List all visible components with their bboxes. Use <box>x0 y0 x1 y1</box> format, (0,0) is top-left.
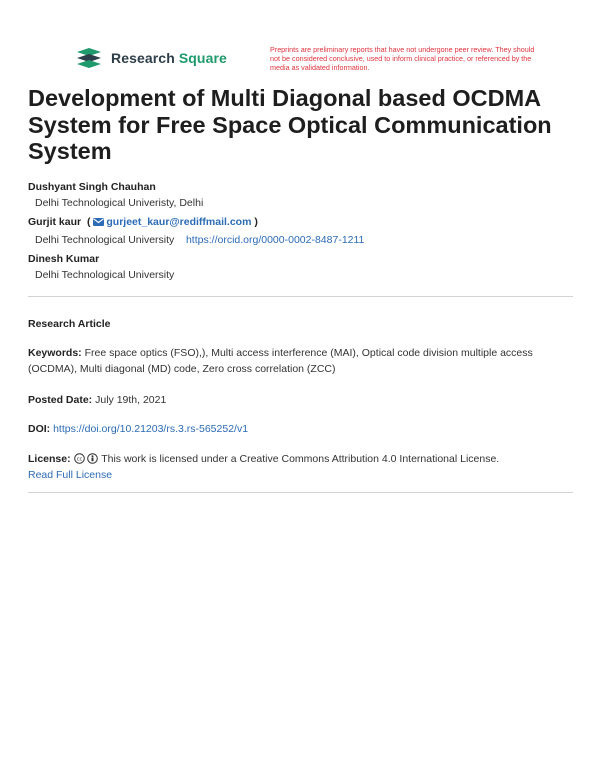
author-affiliation-row <box>35 234 364 246</box>
creative-commons-icon <box>74 453 85 464</box>
posted-date <box>28 392 573 408</box>
author-affiliation: Delhi Technological Univeristy, Delhi <box>35 197 204 209</box>
email-paren-close: ) <box>254 216 258 228</box>
author-entry <box>28 216 258 228</box>
author-email-link[interactable]: gurjeet_kaur@rediffmail.com <box>106 216 252 228</box>
envelope-icon <box>93 218 104 226</box>
section-divider <box>28 492 573 493</box>
posted-label: Posted Date: <box>28 394 93 406</box>
author-affiliation: Delhi Technological University <box>35 269 175 281</box>
posted-date-value: July 19th, 2021 <box>95 394 167 406</box>
author-name: Gurjit kaur <box>28 216 82 228</box>
read-full-license-link[interactable]: Read Full License <box>28 469 113 481</box>
section-divider <box>28 296 573 297</box>
keywords <box>28 345 573 377</box>
email-wrap <box>84 216 258 228</box>
brand-name <box>111 50 227 66</box>
author-name: Dushyant Singh Chauhan <box>28 181 156 193</box>
preprint-disclaimer: Preprints are preliminary reports that have not undergone peer review. They should not be considered conclusive, used to inform clinical practice, or referenced by the media as validated information. <box>270 45 535 72</box>
keywords-text: Free space optics (FSO),), Multi access interference (MAI), Optical code division multiple access (OCDMA), Multi diagonal (MD) code, Zero cross correlation (ZCC) <box>28 347 533 375</box>
paper-title: Development of Multi Diagonal based OCDMA System for Free Space Optical Communication System <box>28 85 552 164</box>
svg-text:cc: cc <box>76 456 82 463</box>
research-square-logo-icon <box>75 48 103 68</box>
doi-link[interactable]: https://doi.org/10.21203/rs.3.rs-565252/v1 <box>53 423 249 435</box>
author-affiliation: Delhi Technological University <box>35 234 175 246</box>
doi <box>28 421 573 437</box>
license <box>28 451 573 483</box>
attribution-icon <box>87 453 98 464</box>
brand-word-square: Square <box>178 50 227 66</box>
orcid-link[interactable]: https://orcid.org/0000-0002-8487-1211 <box>185 234 365 246</box>
article-type: Research Article <box>28 318 111 330</box>
author-name: Dinesh Kumar <box>28 253 100 265</box>
research-square-logo[interactable] <box>75 48 227 68</box>
license-text: This work is licensed under a Creative Commons Attribution 4.0 International License. <box>101 453 500 465</box>
brand-word-research: Research <box>111 50 175 66</box>
keywords-label: Keywords: <box>28 347 82 359</box>
email-paren-open: ( <box>86 216 91 228</box>
license-label: License: <box>28 453 71 465</box>
doi-label: DOI: <box>28 423 51 435</box>
